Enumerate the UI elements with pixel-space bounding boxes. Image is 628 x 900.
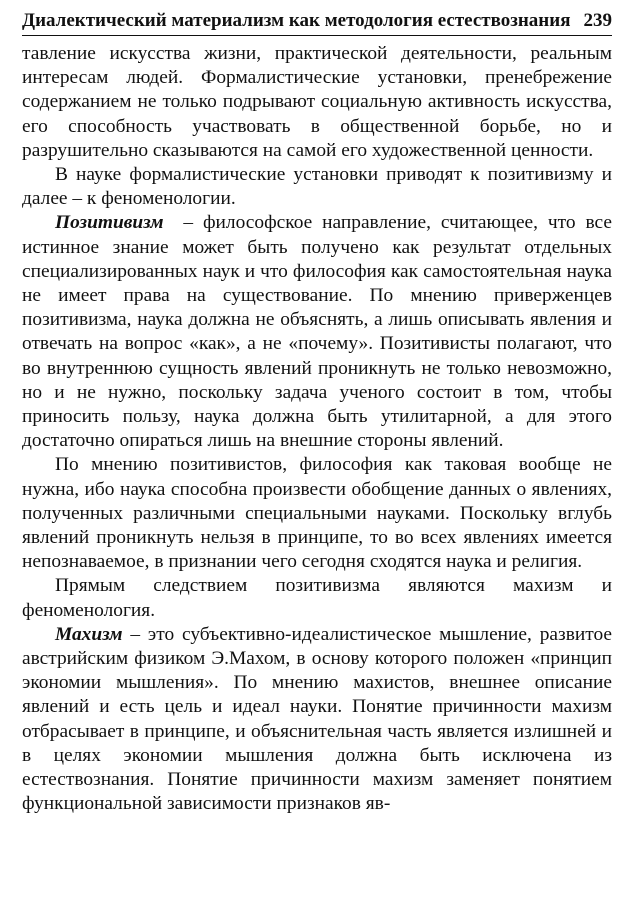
paragraph-2 — [22, 163, 612, 211]
paragraph-1 — [22, 42, 612, 163]
paragraph-1-text: тавление искусства жизни, практической деятельности, реальным интересам людей. Формалистические установки, пренебрежение содержанием не только подрывают социальную активность искусства, его способность участвовать в общественной борьбе, но и разрушительно сказываются на самой его художественной ценности. — [22, 43, 612, 161]
running-title: Диалектический материализм как методология естествознания — [22, 10, 571, 31]
running-header — [22, 10, 612, 36]
paragraph-4-text: По мнению позитивистов, философия как таковая вообще не нужна, ибо наука способна произвести обобщение данных о явлениях, полученных различными специальными науками. Поскольку вглубь явлений проникнуть нельзя в принципе, то во всех явлениях имеется непознаваемое, в признании чего сегодня сходятся наука и религия. — [22, 454, 612, 573]
paragraph-machism-text: – это субъективно-идеалистическое мышление, развитое австрийским физиком Э.Махом, в основу которого положен «принцип экономии мышления». По мнению махистов, внешнее описание явлений и есть цель и идеал науки. Понятие причинности махизм отбрасывает в принципе, и объяснительная часть является излишней и в целях экономии мышления должна быть исключена из естествознания. Понятие причинности махизм заменяет понятием функциональной зависимости признаков яв- — [22, 623, 612, 815]
term-machism: Махизм — [55, 623, 123, 645]
paragraph-4 — [22, 453, 612, 574]
term-positivism: Позитивизм — [55, 212, 164, 234]
paragraph-machism — [22, 623, 612, 817]
paragraph-2-text: В науке формалистические установки приводят к позитивизму и далее – к феноменологии. — [22, 164, 612, 210]
paragraph-5 — [22, 574, 612, 622]
page-body — [22, 42, 617, 817]
paragraph-positivism — [22, 211, 617, 453]
paragraph-5-text: Прямым следствием позитивизма являются махизм и феноменология. — [22, 575, 612, 621]
page-number: 239 — [583, 10, 612, 31]
paragraph-positivism-text: – философское направление, считающее, что все истинное знание может быть получено как результат отдельных специализированных наук и что философия как самостоятельная наука не имеет права на существование. По мнению приверженцев позитивизма, наука должна не объяснять, а лишь описывать явления и отвечать на вопрос «как», а не «почему». Позитивисты полагают, что во внутреннюю сущность явлений проникнуть не только невозможно, но и не нужно, поскольку задача ученого состоит в том, чтобы приносить пользу, наука должна быть утилитарной, а для этого достаточно опираться лишь на внешние стороны явлений. — [22, 212, 617, 452]
